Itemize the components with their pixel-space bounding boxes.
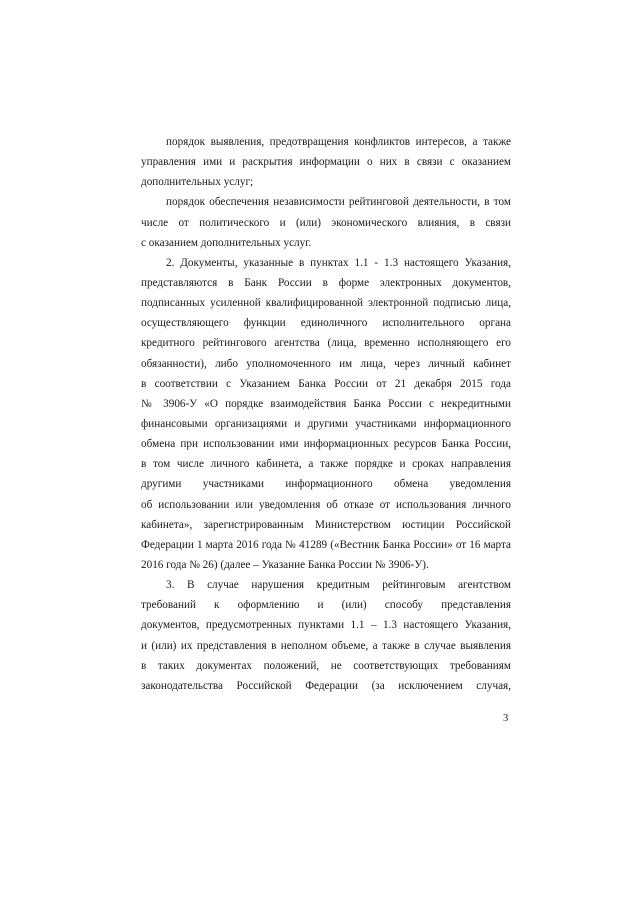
text-line: подписанных усиленной квалифицированной электронной подписью лица, xyxy=(141,297,511,310)
text-line: финансовыми организациями и другими участниками информационного xyxy=(141,417,511,430)
text-line: требований к оформлению и (или) способу представления xyxy=(141,599,511,612)
text-line: кредитного рейтингового агентства (лица, временно исполняющего его xyxy=(141,337,511,350)
text-line: с оказанием дополнительных услуг. xyxy=(141,236,312,249)
text-line: числе от политического и (или) экономического влияния, в связи xyxy=(141,216,511,229)
text-line: обязанности), либо уполномоченного им лица, через личный кабинет xyxy=(141,357,511,370)
text-line: другими участниками информационного обмена уведомления xyxy=(141,478,511,491)
text-line: об использовании или уведомления об отказе от использования личного xyxy=(141,498,511,511)
text-line: и (или) их представления в неполном объеме, а также в случае выявления xyxy=(141,639,511,652)
text-line: осуществляющего функции единоличного исполнительного органа xyxy=(141,317,511,330)
text-line: 2016 года № 26) (далее – Указание Банка России № 3906-У). xyxy=(141,558,429,571)
text-line: законодательства Российской Федерации (за исключением случая, xyxy=(141,679,511,692)
text-line: порядок обеспечения независимости рейтинговой деятельности, в том xyxy=(166,196,511,209)
paragraph-conflict-of-interest xyxy=(141,132,511,192)
document-body xyxy=(141,132,511,696)
text-line: обмена при использовании ими информационных ресурсов Банка России, xyxy=(141,438,511,451)
paragraph-item-3 xyxy=(141,575,511,696)
text-line: в соответствии с Указанием Банка России от 21 декабря 2015 года xyxy=(141,377,511,390)
text-line: № 3906-У «О порядке взаимодействия Банка России с некредитными xyxy=(141,397,511,410)
text-line: управления ими и раскрытия информации о них в связи с оказанием xyxy=(141,156,511,169)
text-line: представляются в Банк России в форме электронных документов, xyxy=(141,276,511,289)
paragraph-independence xyxy=(141,192,511,252)
text-line: 2. Документы, указанные в пунктах 1.1 - 1.3 настоящего Указания, xyxy=(166,256,511,269)
text-line: порядок выявления, предотвращения конфликтов интересов, а также xyxy=(166,136,511,148)
page-number: 3 xyxy=(503,713,509,724)
text-line: в таких документах положений, не соответствующих требованиям xyxy=(141,659,511,672)
text-line: 3. В случае нарушения кредитным рейтинговым агентством xyxy=(166,579,511,592)
text-line: в том числе личного кабинета, а также порядке и сроках направления xyxy=(141,458,511,471)
text-line: дополнительных услуг; xyxy=(141,176,254,189)
text-line: кабинета», зарегистрированным Министерством юстиции Российской xyxy=(141,518,511,531)
paragraph-item-2 xyxy=(141,253,511,575)
text-line: документов, предусмотренных пунктами 1.1 – 1.3 настоящего Указания, xyxy=(141,619,511,632)
text-line: Федерации 1 марта 2016 года № 41289 («Вестник Банка России» от 16 марта xyxy=(141,538,511,551)
